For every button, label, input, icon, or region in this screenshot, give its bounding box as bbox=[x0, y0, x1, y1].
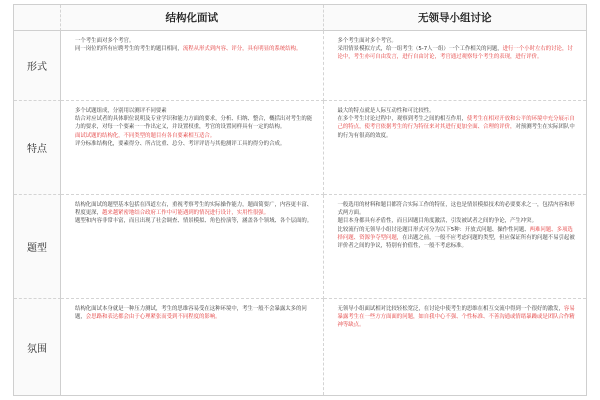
cell-paragraph bbox=[75, 45, 313, 53]
header-leaderless-group-discussion: 无领导小组讨论 bbox=[324, 5, 587, 31]
body-text: 在出题之前，一般不应考虑问题的类型，但应保证所有的问题不易引起被评价者之间的争议，特别有价值性，一般不考虑标准。 bbox=[337, 234, 575, 250]
cell-paragraph bbox=[338, 115, 577, 140]
highlighted-text: 流程从形式到内容、评分，具有明显的系统结构。 bbox=[182, 46, 302, 53]
comparison-table bbox=[13, 4, 587, 396]
body-text: 在多个考生讨论过程中，观察到考生之间的相互作用， bbox=[337, 116, 467, 123]
cell-atmosphere-structured bbox=[61, 299, 324, 395]
row-label-question-type: 题型 bbox=[14, 195, 61, 299]
body-text: 题型和内容非常丰富，而且出现了社会调查、情景模拟、角色扮演等，涵盖各个领域、各个层面的。 bbox=[75, 218, 313, 225]
body-text: 多个试题组成，分别用以测评不同要素 bbox=[75, 108, 167, 114]
cell-paragraph bbox=[75, 115, 313, 131]
body-text: 最大的特点就是人际互动性和可比较性。 bbox=[337, 108, 435, 114]
body-text: 题目本身都具有矛盾性，而且因题目角度激活，引发被试者之间的争论，产生冲突。 bbox=[337, 218, 537, 225]
row-label-features: 特点 bbox=[14, 101, 61, 195]
cell-paragraph bbox=[338, 305, 577, 330]
header-corner bbox=[14, 5, 61, 31]
cell-question-type-leaderless bbox=[324, 195, 587, 299]
body-text: 采用情景模拟方式，给一组考生（5-7人一组）一个工作相关的问题， bbox=[337, 46, 503, 53]
cell-atmosphere-leaderless bbox=[324, 299, 587, 395]
highlighted-text: 会思路和表达都会由于心理紧张而受到不同程度的影响。 bbox=[85, 314, 221, 321]
cell-paragraph bbox=[338, 226, 577, 251]
highlighted-text: 越来越紧密地结合政府工作中可能遇到的情况进行设计，实用性很强。 bbox=[101, 210, 270, 217]
cell-paragraph bbox=[338, 201, 577, 217]
body-text: 一般选用的材料和题目都符合实际工作的特征，这也是情景模拟技术的必要要求之一，包括内容和形式两方面。 bbox=[337, 202, 575, 217]
header-structured-interview: 结构化面试 bbox=[61, 5, 324, 31]
body-text: 比较流行的无领导小组讨论题目形式可分为以下5种：开放式问题、操作性问题、 bbox=[337, 226, 530, 233]
highlighted-text: 进行一个小时左右的讨论，讨论中，考生亦可自由发言，进行自由讨论， bbox=[337, 46, 573, 61]
body-text: 结构化面试的题型基本包括在四道左右，重视考察考生的实际操作能力，题面简要广，内容更丰富、程度更深， bbox=[75, 202, 313, 217]
highlighted-text: 两难问题、多项选择问题、资源争夺型问题， bbox=[337, 226, 573, 241]
cell-paragraph bbox=[338, 37, 577, 45]
cell-form-leaderless bbox=[324, 31, 587, 101]
body-text: 评分标准结构化，要素得分、所占比重、总分、考评评语与其他测评工具的得分的合成。 bbox=[75, 140, 286, 147]
row-label-form: 形式 bbox=[14, 31, 61, 101]
cell-paragraph bbox=[338, 217, 577, 225]
cell-paragraph bbox=[338, 45, 577, 61]
highlighted-text: 面试试题的结构化，不同类型的题目有各自要素相互适合。 bbox=[75, 132, 216, 139]
cell-paragraph bbox=[75, 37, 313, 45]
body-text: 一个考生面对多个考官。 bbox=[75, 38, 135, 44]
body-text: 多个考生面对多个考官。 bbox=[337, 38, 397, 44]
cell-paragraph bbox=[75, 305, 313, 321]
highlighted-text: 使考生在相对开放和公平的环境中充分展示自己的特点，使考官依据考生的行为特征来对其进行更加全面、合理的评价， bbox=[337, 116, 575, 131]
cell-question-type-structured bbox=[61, 195, 324, 299]
body-text: 无领导小组面试相对比较轻松宽泛，在讨论中使考生的思维在相互交流中得到一个很好的激发， bbox=[337, 306, 564, 312]
cell-paragraph bbox=[75, 217, 313, 225]
cell-paragraph bbox=[75, 132, 313, 140]
cell-paragraph bbox=[75, 140, 313, 148]
highlighted-text: 容易暴露考生在一些方方面面的问题，如自我中心不强、个性标准、不善沟通或情绪暴躁或是团队合作精神等缺点。 bbox=[337, 306, 575, 329]
body-text: 结构化面试本身就是一种压力测试，考生的思维容易受在这种环境中，考生一般不会暴露太多的问题， bbox=[75, 306, 307, 321]
cell-paragraph bbox=[75, 107, 313, 115]
cell-paragraph bbox=[338, 107, 577, 115]
row-label-atmosphere: 氛围 bbox=[14, 299, 61, 395]
highlighted-text: 考官通过观察每个考生的表现，进行评价。 bbox=[439, 54, 543, 61]
cell-features-leaderless bbox=[324, 101, 587, 195]
cell-paragraph bbox=[75, 201, 313, 217]
body-text: 对预测考生在实际团队中的行为有很高的效度。 bbox=[337, 124, 575, 139]
body-text: 结合对应试者的具体职位说明及专业学识和能力方面的要求，分析、归纳、整合，概括出对考生的能力的要求，对每一个要素一一作出定义，并设置权重，考官的设置同样具有一定的结构。 bbox=[75, 116, 313, 131]
cell-features-structured bbox=[61, 101, 324, 195]
cell-form-structured bbox=[61, 31, 324, 101]
body-text: 同一岗位的所有应聘考生的考生的题目相同， bbox=[75, 46, 183, 53]
